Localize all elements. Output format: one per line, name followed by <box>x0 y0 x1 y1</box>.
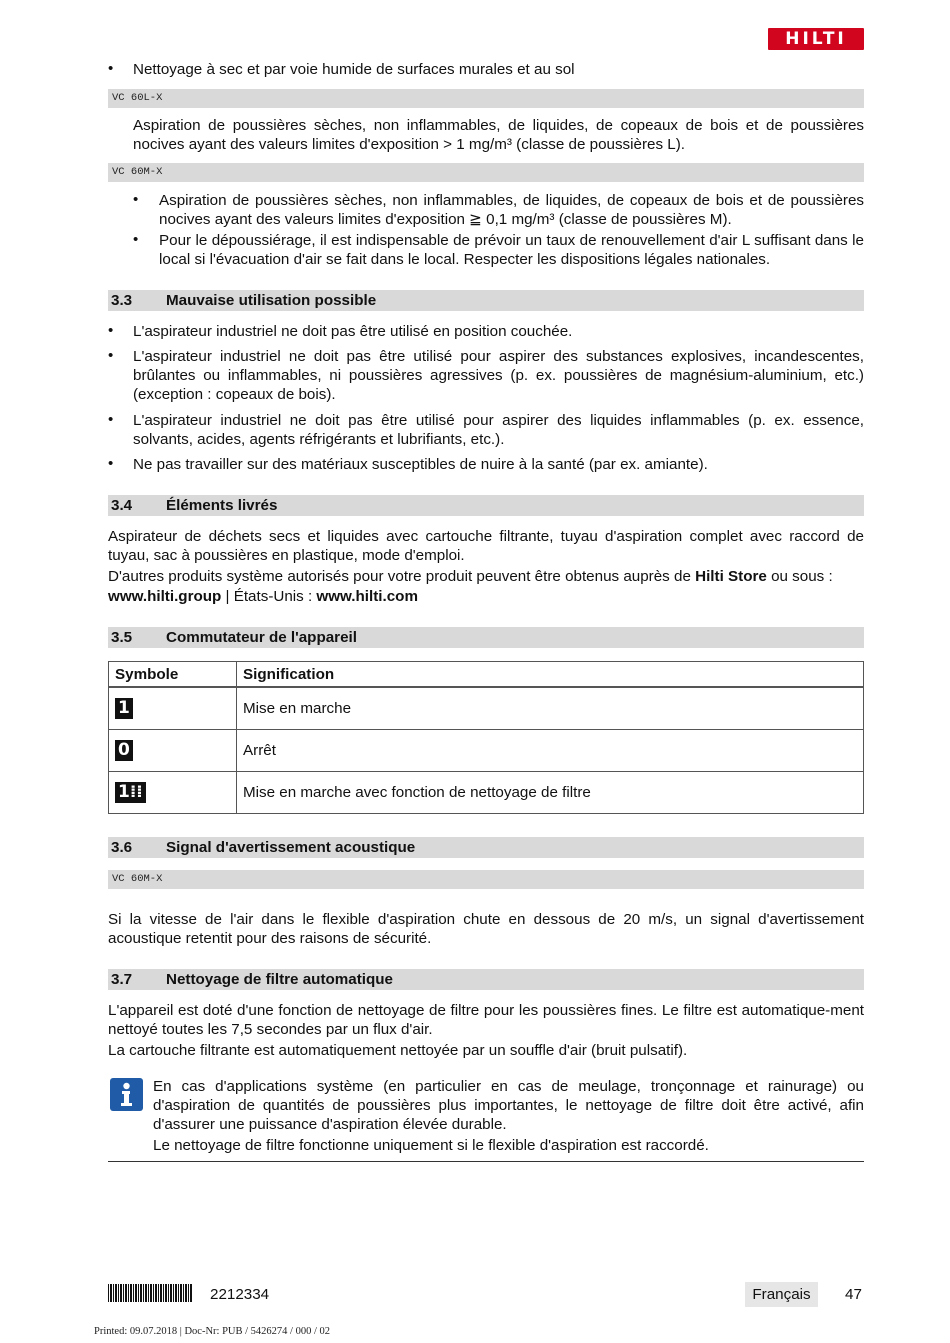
language-badge: Français <box>745 1282 818 1307</box>
barcode-icon <box>108 1284 192 1302</box>
vc60l-text: Aspiration de poussières sèches, non inflammables, de liquides, de copeaux de bois et de poussières nocives ayant des valeurs limites d'exposition > 1 mg/m³ (classe de poussières L). <box>133 117 864 153</box>
section-number: 3.5 <box>111 629 133 646</box>
meaning-cell: Mise en marche <box>237 687 864 730</box>
section-title: Commutateur de l'appareil <box>166 629 357 646</box>
meaning-cell: Arrêt <box>237 730 864 772</box>
s33-bullet: Ne pas travailler sur des matériaux susceptibles de nuire à la santé (par ex. amiante). <box>133 456 708 473</box>
section-number: 3.6 <box>111 839 133 856</box>
section-heading-3-6 <box>108 837 864 858</box>
symbol-cell <box>109 772 237 814</box>
s37-paragraph-2: La cartouche filtrante est automatiquement nettoyée par un souffle d'air (bruit pulsatif). <box>108 1042 688 1059</box>
s34-paragraph-2 <box>108 567 864 586</box>
bullet-icon: • <box>133 191 139 208</box>
symbol-cell <box>109 687 237 730</box>
s33-bullet: L'aspirateur industriel ne doit pas être utilisé pour aspirer des substances explosives, incandescentes, brûlantes ou inflammables, ni poussières agressives (p. ex. poussières de magnésium-aluminium, etc.) (exception : copeaux de bois). <box>133 348 864 403</box>
table-row <box>109 730 864 772</box>
s34-text: ou sous : <box>766 568 833 585</box>
s36-paragraph: Si la vitesse de l'air dans le flexible d'aspiration chute en dessous de 20 m/s, un signal d'avertissement acoustique retentit pour des raisons de sécurité. <box>108 911 864 947</box>
info-note-text-2: Le nettoyage de filtre fonctionne uniquement si le flexible d'aspiration est raccordé. <box>153 1137 709 1154</box>
page-number: 47 <box>845 1286 862 1303</box>
section-title: Éléments livrés <box>166 497 278 514</box>
hilti-store-text: Hilti Store <box>695 568 767 585</box>
section-heading-3-7 <box>108 969 864 990</box>
section-title: Mauvaise utilisation possible <box>166 292 377 309</box>
model-tag-vc60m: VC 60M-X <box>108 163 864 182</box>
print-info: Printed: 09.07.2018 | Doc-Nr: PUB / 5426274 / 000 / 02 <box>94 1326 331 1337</box>
bullet-icon: • <box>133 231 139 248</box>
column-header: Signification <box>237 662 864 688</box>
s34-links <box>108 587 864 606</box>
bullet-icon: • <box>108 347 114 364</box>
hilti-com-link[interactable]: www.hilti.com <box>316 588 418 605</box>
section-heading-3-3 <box>108 290 864 311</box>
vc60m-bullet: Pour le dépoussiérage, il est indispensable de prévoir un taux de renouvellement d'air L suffisant dans le local si l'évacuation d'air se fait dans le local. Respecter les dispositions légales nationales. <box>159 232 864 268</box>
info-note-text: En cas d'applications système (en particulier en cas de meulage, tronçonnage et rainurage) ou d'aspiration de quantités de poussières plus importantes, le nettoyage de filtre doit être activé, afin d'assurer une puissance d'aspiration élevée durable. <box>153 1078 864 1133</box>
section-heading-3-5 <box>108 627 864 648</box>
table-row <box>109 772 864 814</box>
doc-code: 2212334 <box>210 1286 270 1303</box>
bullet-icon: • <box>108 60 114 77</box>
divider <box>108 1161 864 1162</box>
model-tag-vc60l: VC 60L-X <box>108 89 864 108</box>
switch-table <box>108 661 864 814</box>
section-title: Signal d'avertissement acoustique <box>166 839 416 856</box>
s33-bullet: L'aspirateur industriel ne doit pas être utilisé en position couchée. <box>133 323 573 340</box>
filter-clean-symbol-icon: 1⁞⁞ <box>115 782 146 803</box>
section-number: 3.7 <box>111 971 133 988</box>
vc60m-bullet: Aspiration de poussières sèches, non inflammables, de liquides, de copeaux de bois et de poussières nocives ayant des valeurs limites d'exposition ≧ 0,1 mg/m³ (classe de poussières M). <box>159 192 864 228</box>
section-number: 3.3 <box>111 292 133 309</box>
bullet-icon: • <box>108 322 114 339</box>
hilti-group-link[interactable]: www.hilti.group <box>108 588 222 605</box>
section-heading-3-4 <box>108 495 864 516</box>
on-symbol-icon: 1 <box>115 698 133 719</box>
top-bullet-text: Nettoyage à sec et par voie humide de surfaces murales et au sol <box>133 61 575 78</box>
bullet-icon: • <box>108 455 114 472</box>
hilti-logo: HILTI <box>768 28 864 50</box>
s34-text: D'autres produits système autorisés pour votre produit peuvent être obtenus auprès de <box>108 568 696 585</box>
bullet-icon: • <box>108 411 114 428</box>
symbol-cell <box>109 730 237 772</box>
separator-text: | États-Unis : <box>221 588 317 605</box>
table-row <box>109 687 864 730</box>
table-header-row <box>109 662 864 688</box>
meaning-cell: Mise en marche avec fonction de nettoyage de filtre <box>237 772 864 814</box>
model-tag-vc60m: VC 60M-X <box>108 870 864 889</box>
s34-paragraph: Aspirateur de déchets secs et liquides avec cartouche filtrante, tuyau d'aspiration complet avec raccord de tuyau, sac à poussières en plastique, mode d'emploi. <box>108 528 864 564</box>
off-symbol-icon: 0 <box>115 740 133 761</box>
s37-paragraph: L'appareil est doté d'une fonction de nettoyage de filtre pour les poussières fines. Le filtre est automatique-ment nettoyé toutes les 7,5 secondes par un flux d'air. <box>108 1002 864 1038</box>
info-icon <box>110 1078 143 1111</box>
column-header: Symbole <box>109 662 237 688</box>
s33-bullet: L'aspirateur industriel ne doit pas être utilisé pour aspirer des liquides inflammables (p. ex. essence, solvants, acides, agents réfrigérants et lubrifiants, etc.). <box>133 412 864 448</box>
section-number: 3.4 <box>111 497 133 514</box>
section-title: Nettoyage de filtre automatique <box>166 971 394 988</box>
